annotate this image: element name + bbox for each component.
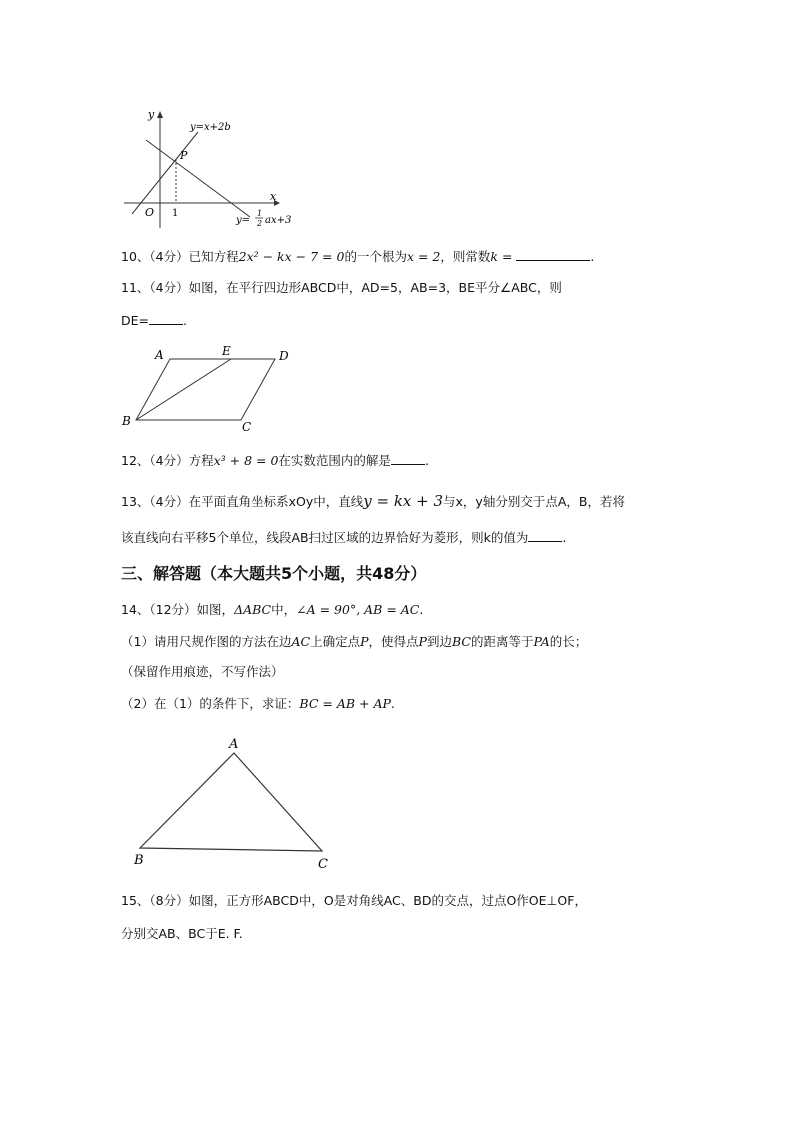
question-14: 14、（12分）如图，ΔABC中，∠A = 90°, AB = AC. — [121, 602, 424, 617]
question-14-part2: （2）在（1）的条件下，求证：BC = AB + AP. — [121, 696, 395, 711]
vertex-b-label: B — [134, 853, 144, 868]
line-y-x-2b — [132, 132, 198, 214]
vertex-b-label: B — [122, 414, 131, 428]
question-11-line1: 11、（4分）如图，在平行四边形ABCD中，AD=5，AB=3，BE平分∠ABC，则 — [121, 280, 562, 295]
point-p-label: P — [180, 149, 188, 162]
x-axis-label: x — [270, 190, 277, 203]
question-13-line1: 13、（4分）在平面直角坐标系xOy中，直线y = kx + 3与x，y轴分别交于点A，B，若将 — [121, 492, 625, 510]
question-11-line2: DE= . — [121, 313, 187, 328]
question-13-line2: 该直线向右平移5个单位，线段AB扫过区域的边界恰好为菱形，则k的值为 . — [121, 530, 567, 545]
answer-blank-q13[interactable] — [528, 529, 562, 542]
question-15-line2: 分别交AB、BC于E. F. — [121, 926, 243, 941]
figure-q11-parallelogram — [118, 342, 298, 432]
answer-blank-q10[interactable] — [516, 248, 590, 261]
answer-blank-q12[interactable] — [391, 452, 425, 465]
section-3-heading: 三、解答题（本大题共5个小题，共48分） — [121, 564, 427, 583]
vertex-c-label: C — [242, 420, 252, 432]
vertex-c-label: C — [318, 857, 328, 872]
tick-label-1: 1 — [172, 208, 179, 219]
line2-frac-num: 1 — [257, 209, 263, 218]
question-14-part1-note: （保留作用痕迹，不写作法） — [121, 664, 284, 679]
origin-label: O — [145, 206, 155, 219]
question-12: 12、（4分）方程x³ + 8 = 0在实数范围内的解是 . — [121, 453, 429, 468]
question-14-part1: （1）请用尺规作图的方法在边AC上确定点P，使得点P到边BC的距离等于PA的长； — [121, 634, 588, 649]
question-10: 10、（4分）已知方程2x² − kx − 7 = 0的一个根为x = 2，则常数k = . — [121, 249, 595, 264]
figure-q14-triangle — [128, 733, 348, 873]
question-15-line1: 15、（8分）如图，正方形ABCD中，O是对角线AC、BD的交点，过点O作OE⊥OF， — [121, 893, 587, 908]
line1-label: y=x+2b — [190, 122, 231, 133]
figure-q9-graph — [118, 104, 318, 230]
y-axis-label: y — [148, 108, 155, 121]
line2-label-suffix: ax+3 — [265, 215, 292, 226]
line2-frac-den: 2 — [257, 219, 263, 228]
segment-be — [136, 359, 231, 420]
line2-label-prefix: y= — [236, 215, 251, 226]
vertex-a-label: A — [229, 737, 239, 752]
vertex-d-label: D — [279, 349, 289, 363]
y-axis-arrow — [157, 111, 163, 118]
answer-blank-q11[interactable] — [149, 312, 183, 325]
point-e-label: E — [222, 344, 231, 358]
parallelogram-abcd — [136, 359, 275, 420]
line-y-half-ax-3 — [146, 140, 250, 217]
triangle-abc — [140, 753, 322, 851]
vertex-a-label: A — [155, 348, 164, 362]
